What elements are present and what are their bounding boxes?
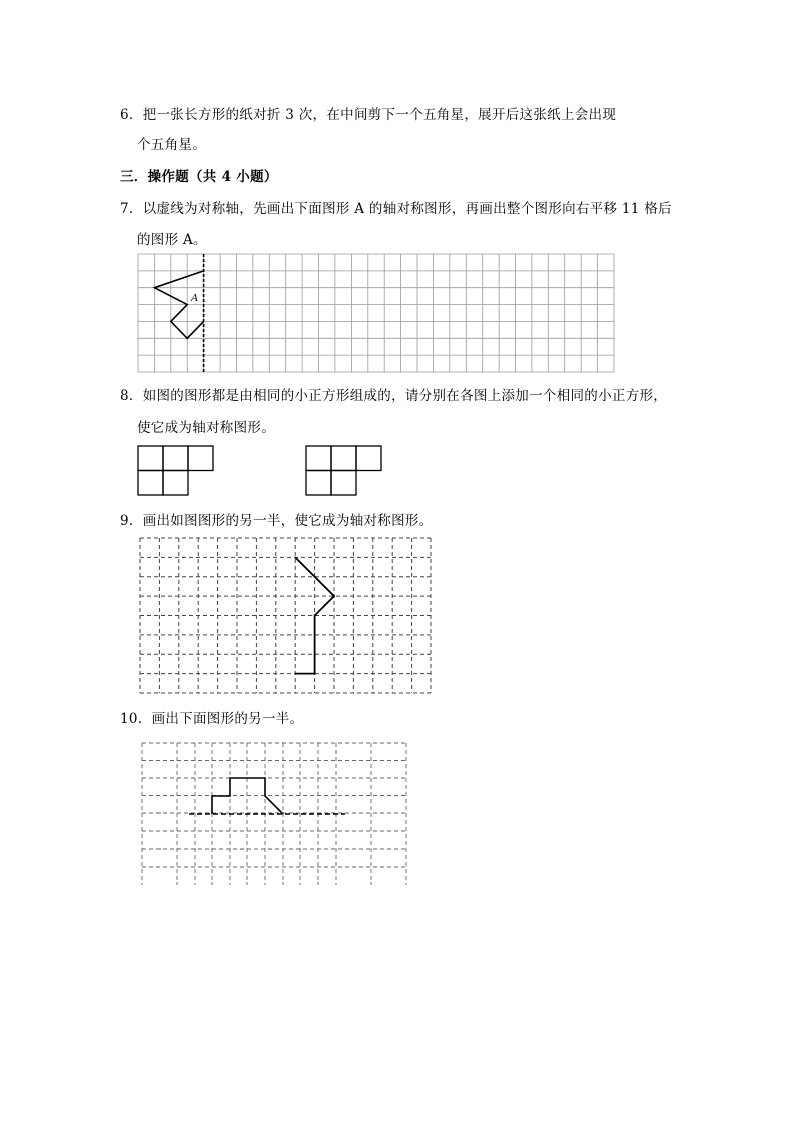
- q6-line-1: 6．把一张长方形的纸对折 3 次，在中间剪下一个五角星，展开后这张纸上会出现: [120, 107, 617, 123]
- q7-line-2: 的图形 A。: [137, 232, 207, 248]
- q7-grid-figure: [138, 254, 614, 372]
- q6-line-2: 个五角星。: [137, 137, 206, 153]
- q7-grid: [138, 254, 614, 372]
- q10-line-1: 10．画出下面图形的另一半。: [120, 711, 304, 727]
- q10-grid-dots: [159, 812, 372, 884]
- q9-grid: [140, 538, 431, 693]
- q8-figure-left: [138, 446, 214, 496]
- q8-figure-right: [306, 446, 382, 496]
- q7-shape-label: A: [191, 292, 198, 304]
- q10-half-shape: [212, 778, 283, 814]
- q8-line-2: 使它成为轴对称图形。: [137, 420, 275, 436]
- q9-line-1: 9．画出如图图形的另一半，使它成为轴对称图形。: [120, 513, 433, 529]
- q8-line-1: 8．如图的图形都是由相同的小正方形组成的，请分别在各图上添加一个相同的小正方形，: [120, 388, 668, 404]
- q9-grid-figure: [140, 538, 431, 693]
- section-3-heading: 三．操作题（共 4 小题）: [120, 169, 278, 185]
- q7-line-1: 7．以虚线为对称轴，先画出下面图形 A 的轴对称图形，再画出整个图形向右平移 11 格后: [120, 201, 672, 217]
- q10-grid-figure: [142, 743, 406, 885]
